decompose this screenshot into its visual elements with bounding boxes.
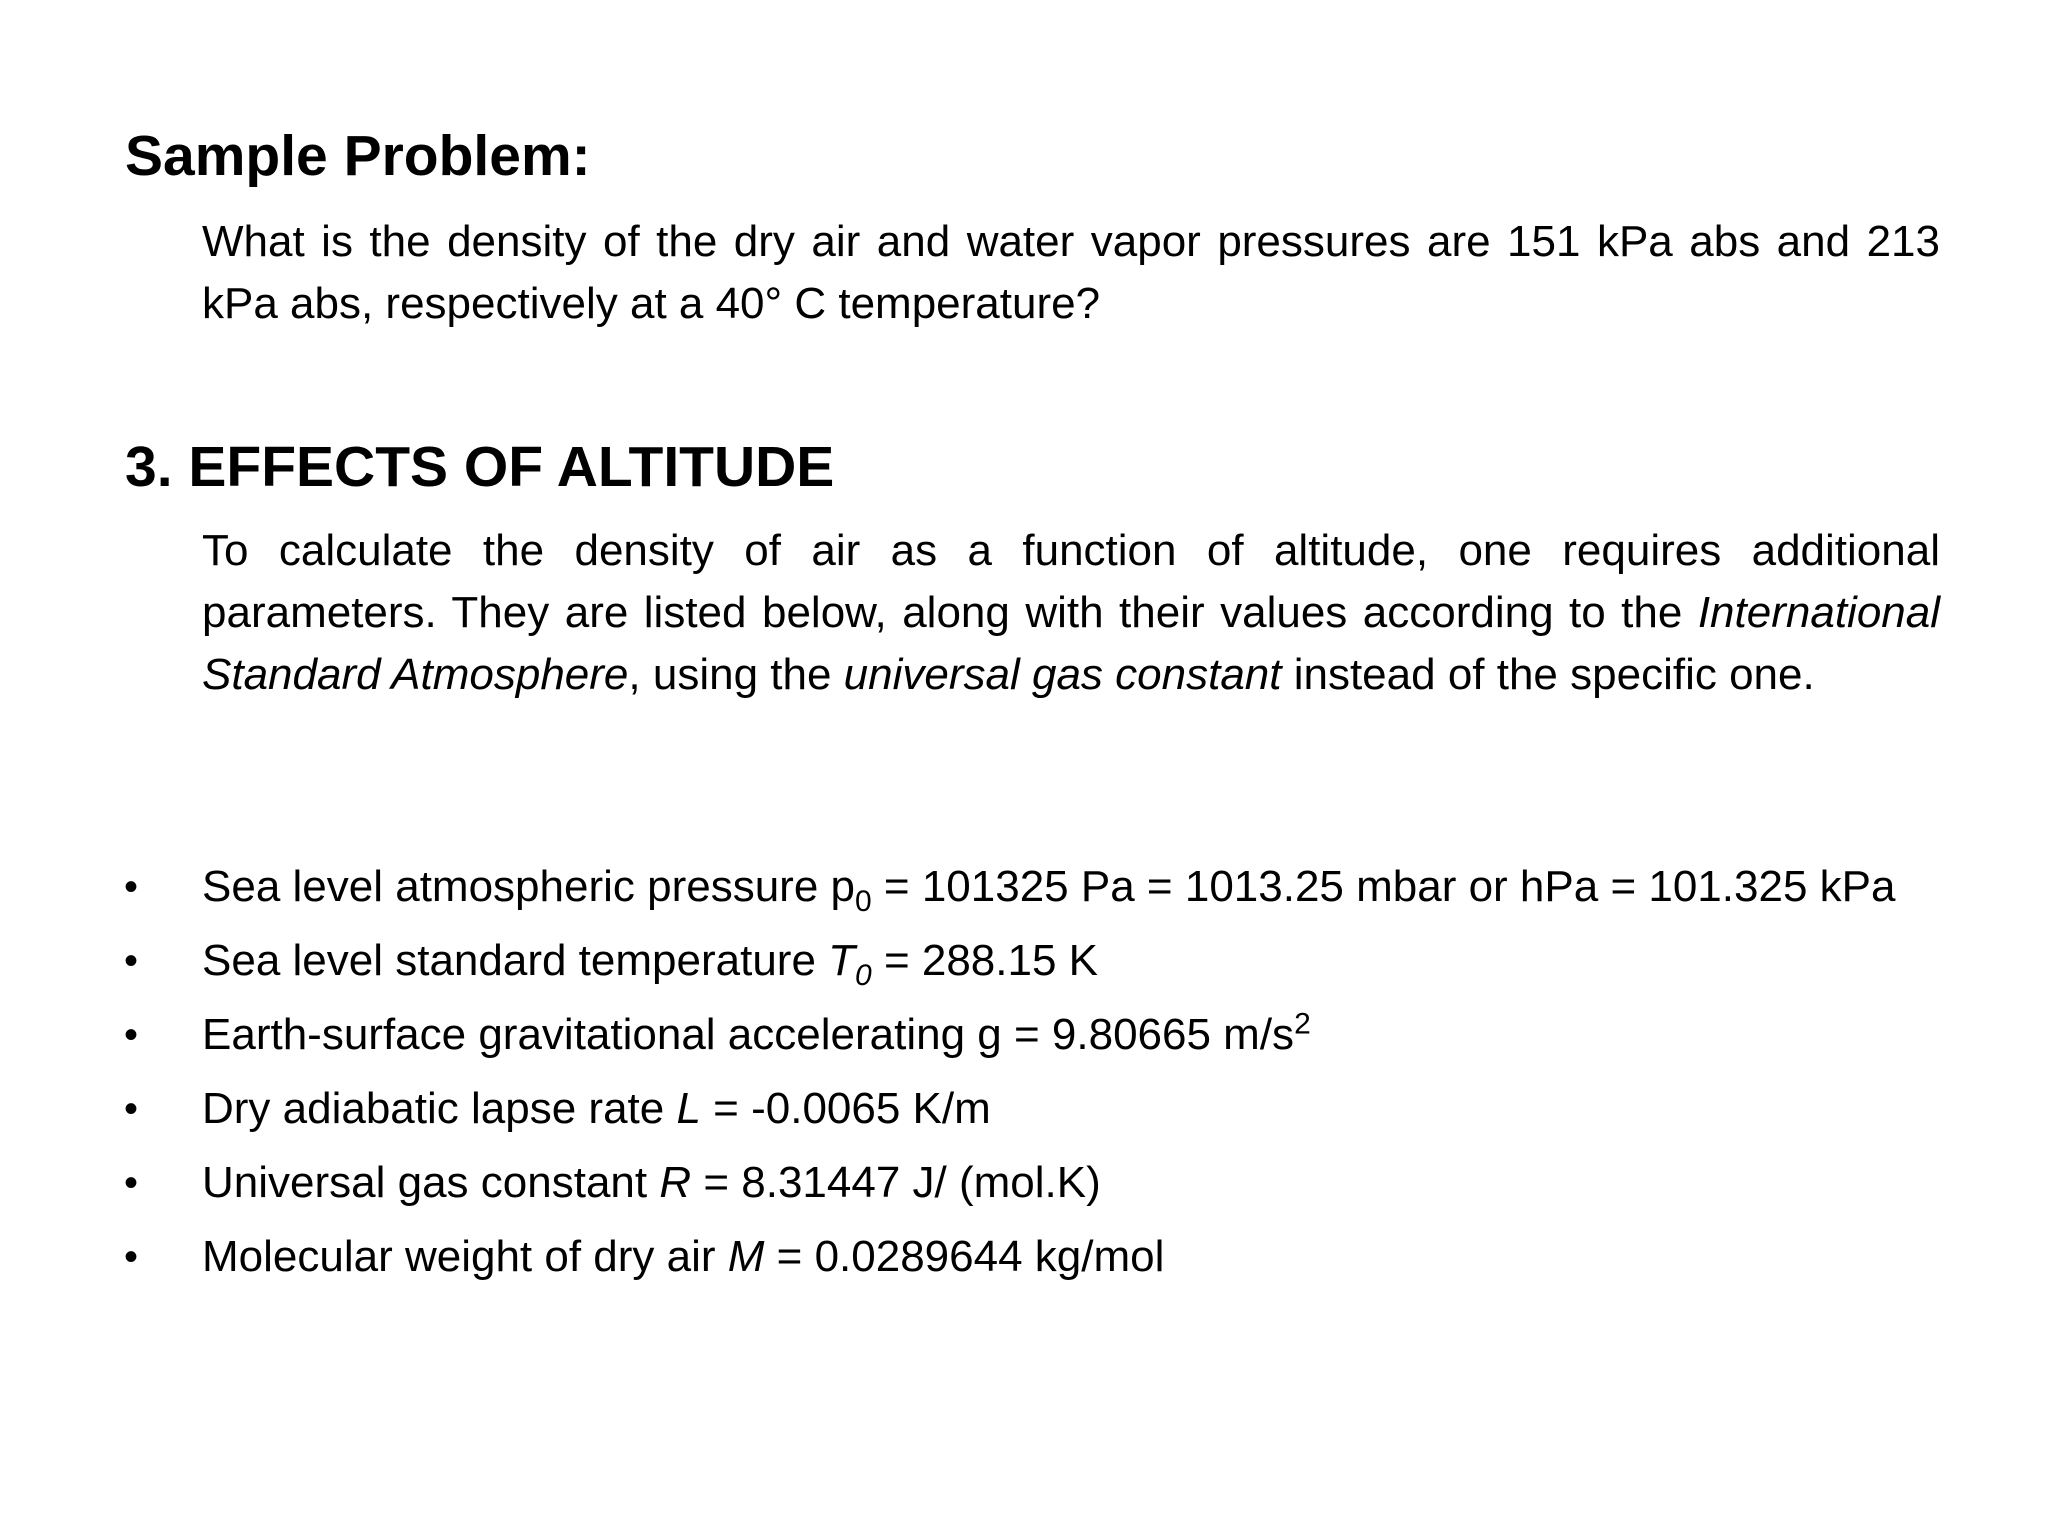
item-text: = 8.31447 J/ (mol.K) (691, 1158, 1101, 1207)
item-subscript: 0 (855, 884, 872, 918)
item-text: Earth-surface gravitational accelerating g = 9.80665 m/s (202, 1010, 1295, 1059)
item-symbol: L (676, 1084, 701, 1133)
bullet-icon: • (124, 865, 139, 909)
section-heading-altitude: 3. EFFECTS OF ALTITUDE (125, 435, 835, 499)
item-text: = -0.0065 K/m (700, 1084, 991, 1133)
item-text: Molecular weight of dry air (202, 1232, 728, 1281)
item-symbol: T (828, 936, 856, 985)
list-item-gravity (0, 1004, 1940, 1066)
sample-problem-text: What is the density of the dry air and water vapor pressures are 151 kPa abs and 213 kPa abs, respectively at a 40° C temperature? (202, 217, 1940, 328)
parameter-list (0, 856, 2048, 1300)
bullet-icon: • (124, 939, 139, 983)
section-intro-text (202, 520, 1940, 706)
item-symbol: R (659, 1158, 692, 1207)
list-item-sea-level-pressure (0, 856, 1940, 918)
item-text: Universal gas constant (202, 1158, 660, 1207)
sample-problem-heading: Sample Problem: (125, 124, 591, 188)
item-superscript: 2 (1294, 1007, 1311, 1041)
item-text: = 0.0289644 kg/mol (764, 1232, 1165, 1281)
intro-italic-gas-constant: universal gas constant (843, 650, 1282, 699)
bullet-icon: • (124, 1013, 139, 1057)
list-item-sea-level-temperature (0, 930, 1940, 992)
bullet-icon: • (124, 1161, 139, 1205)
item-subscript (855, 959, 872, 992)
item-text: Dry adiabatic lapse rate (202, 1084, 677, 1133)
intro-text-part: To calculate the density of air as a function of altitude, one requires additional parameters. They are listed below, along with their values according to the (202, 526, 1940, 637)
list-item-molecular-weight (0, 1226, 1940, 1288)
item-text: Sea level standard temperature (202, 936, 829, 985)
item-subscript-text: 0 (855, 958, 872, 992)
intro-italic-isa: International Standard Atmosphere (202, 588, 1940, 699)
item-text: = 101325 Pa = 1013.25 mbar or hPa = 101.325 kPa (871, 862, 1896, 911)
item-symbol: M (727, 1232, 765, 1281)
item-text: Sea level atmospheric pressure p (202, 862, 855, 911)
bullet-icon: • (124, 1235, 139, 1279)
list-item-gas-constant (0, 1152, 1940, 1214)
item-text: = 288.15 K (871, 936, 1099, 985)
intro-text-part: , using the (628, 650, 844, 699)
intro-text-part: instead of the specific one. (1281, 650, 1815, 699)
bullet-icon: • (124, 1087, 139, 1131)
list-item-lapse-rate (0, 1078, 1940, 1140)
